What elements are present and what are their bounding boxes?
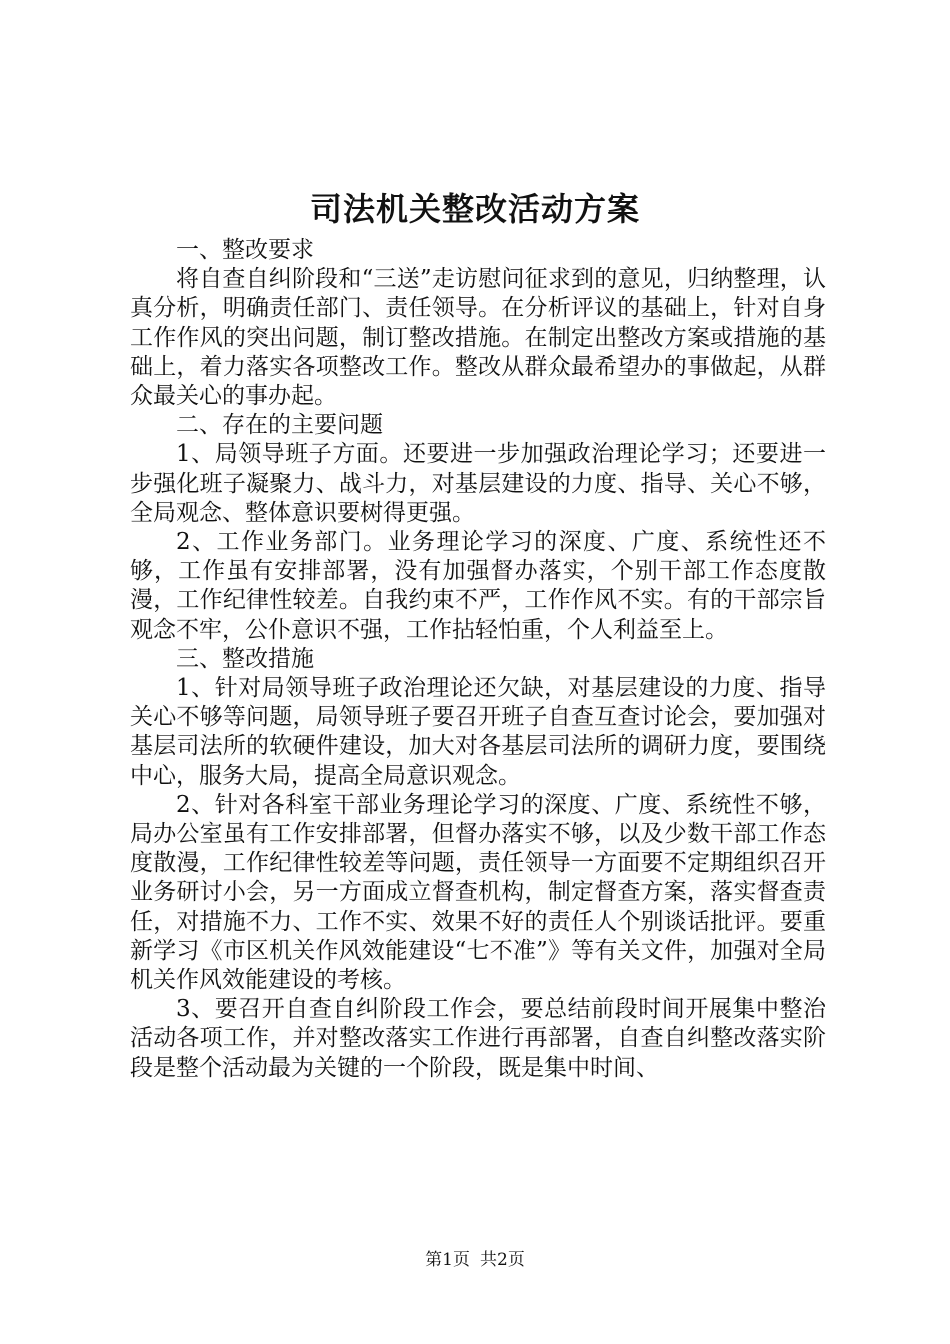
document-body xyxy=(130,236,826,1083)
paragraph-measure-2: 2、针对各科室干部业务理论学习的深度、广度、系统性不够，局办公室虽有工作安排部署，但督办落实不够，以及少数干部工作态度散漫，工作纪律性较差等问题，责任领导一方面要不定期组织召开业务研讨小会，另一方面成立督查机构，制定督查方案，落实督查责任，对措施不力、工作不实、效果不好的责任人个别谈话批评。要重新学习《市区机关作风效能建设“七不准”》等有关文件，加强对全局机关作风效能建设的考核。 xyxy=(130,791,826,994)
paragraph-measure-3: 3、要召开自查自纠阶段工作会，要总结前段时间开展集中整治活动各项工作，并对整改落实工作进行再部署，自查自纠整改落实阶段是整个活动最为关键的一个阶段，既是集中时间、 xyxy=(130,996,826,1081)
page-total: 共2页 xyxy=(480,1250,525,1270)
document-title: 司法机关整改活动方案 xyxy=(309,190,640,228)
section-heading-measures: 三、整改措施 xyxy=(176,645,314,672)
paragraph-problem-1: 1、局领导班子方面。还要进一步加强政治理论学习；还要进一步强化班子凝聚力、战斗力，对基层建设的力度、指导、关心不够，全局观念、整体意识要树得更强。 xyxy=(130,441,826,526)
section-heading-requirements: 一、整改要求 xyxy=(176,237,314,263)
section-heading-problems: 二、存在的主要问题 xyxy=(176,412,383,439)
paragraph-measure-1: 1、针对局领导班子政治理论还欠缺，对基层建设的力度、指导关心不够等问题，局领导班子要召开班子自查互查讨论会，要加强对基层司法所的软硬件建设，加大对各基层司法所的调研力度，要围绕中心，服务大局，提高全局意识观念。 xyxy=(130,675,826,789)
paragraph-problem-2: 2、工作业务部门。业务理论学习的深度、广度、系统性还不够，工作虽有安排部署，没有加强督办落实，个别干部工作态度散漫，工作纪律性较差。自我约束不严，工作作风不实。有的干部宗旨观念不牢，公仆意识不强，工作拈轻怕重，个人利益至上。 xyxy=(130,529,826,643)
page-number: 第1页 xyxy=(425,1250,470,1270)
page-footer xyxy=(0,1248,950,1272)
paragraph-requirements: 将自查自纠阶段和“三送”走访慰问征求到的意见，归纳整理，认真分析，明确责任部门、责任领导。在分析评议的基础上，针对自身工作作风的突出问题，制订整改措施。在制定出整改方案或措施的基础上，着力落实各项整改工作。整改从群众最希望办的事做起，从群众最关心的事办起。 xyxy=(130,266,826,410)
